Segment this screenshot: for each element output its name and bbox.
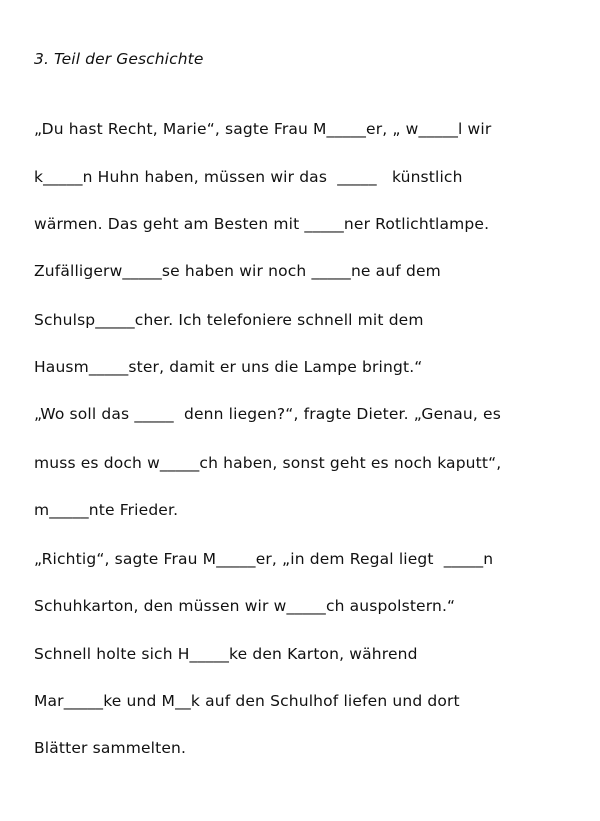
text-line-11: Schuhkarton, den müssen wir w_____ch auspolstern.“ (34, 597, 456, 615)
text-line-12: Schnell holte sich H_____ke den Karton, während (34, 645, 418, 663)
text-line-5: Schulsp_____cher. Ich telefoniere schnell mit dem (34, 311, 424, 329)
text-line-10: „Richtig“, sagte Frau M_____er, „in dem Regal liegt _____n (34, 550, 494, 568)
text-line-3: wärmen. Das geht am Besten mit _____ner Rotlichtlampe. (34, 215, 490, 233)
text-line-7: „Wo soll das _____ denn liegen?“, fragte Dieter. „Genau, es (34, 405, 501, 423)
text-line-4: Zufälligerw_____se haben wir noch _____ne auf dem (34, 262, 441, 280)
text-line-14: Blätter sammelten. (34, 739, 187, 757)
text-line-2: k_____n Huhn haben, müssen wir das _____ künstlich (34, 168, 463, 186)
text-line-9: m_____nte Frieder. (34, 501, 179, 519)
worksheet-title: 3. Teil der Geschichte (34, 50, 204, 68)
text-line-8: muss es doch w_____ch haben, sonst geht es noch kaputt“, (34, 454, 502, 472)
text-line-6: Hausm_____ster, damit er uns die Lampe bringt.“ (34, 358, 423, 376)
text-line-13: Mar_____ke und M__k auf den Schulhof liefen und dort (34, 692, 460, 710)
text-line-1: „Du hast Recht, Marie“, sagte Frau M_____er, „ w_____l wir (34, 120, 492, 138)
